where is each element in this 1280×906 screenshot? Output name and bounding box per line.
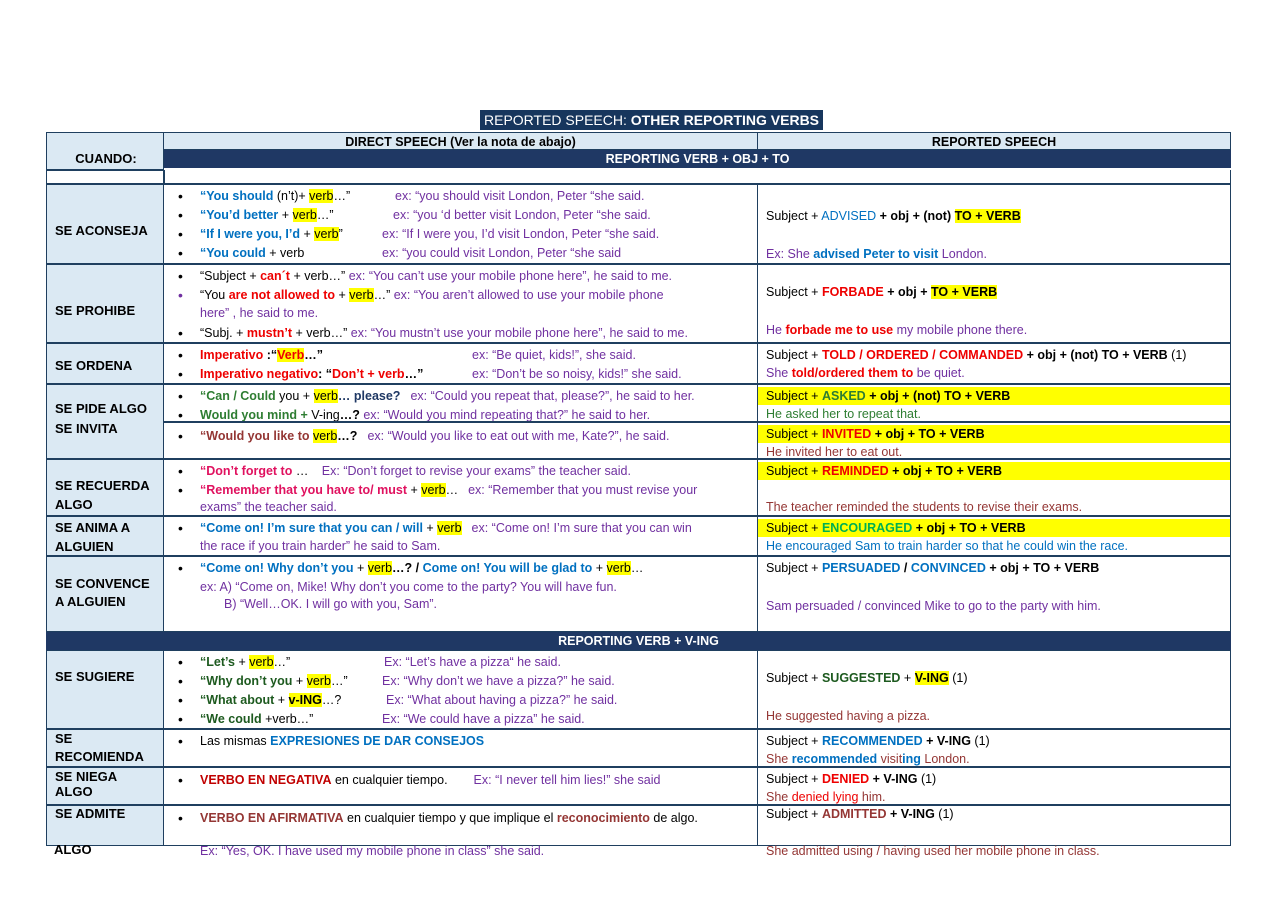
direct-admite — [164, 805, 758, 846]
rule-line: Subject + SUGGESTED + V-ING (1) — [766, 671, 968, 685]
list-item: • Las mismas EXPRESIONES DE DAR CONSEJOS — [172, 732, 751, 751]
direct-ordena — [164, 343, 758, 384]
rule-line: Subject + FORBADE + obj + TO + VERB — [766, 285, 998, 299]
direct-sugiere — [164, 650, 758, 729]
row-label-ordena: SE ORDENA — [46, 343, 164, 384]
list-item: • “Why don’t you + verb…” Ex: “Why don’t we have a pizza?” he said. — [172, 672, 751, 691]
rule-line: Subject + ASKED + obj + (not) TO + VERB — [758, 387, 1230, 405]
direct-prohibe — [164, 264, 758, 343]
rule-line: Subject + ADVISED + obj + (not) TO + VERB — [766, 209, 1021, 223]
row-label-convence: SE CONVENCE A ALGUIEN — [46, 556, 164, 632]
wrapped-line: exams” the teacher said. — [200, 500, 337, 514]
reported-sugiere — [758, 650, 1231, 729]
band-verb-obj-to: REPORTING VERB + OBJ + TO — [164, 150, 1231, 168]
spacer-cell — [46, 170, 164, 184]
row-label-prohibe: SE PROHIBE — [46, 264, 164, 343]
example-line: He forbade me to use my mobile phone there. — [766, 323, 1028, 337]
example-line: He encouraged Sam to train harder so that he could win the race. — [766, 539, 1129, 553]
example-line: She recommended visiting London. — [766, 752, 970, 766]
direct-recuerda — [164, 459, 758, 516]
example-line: B) “Well…OK. I will go with you, Sam”. — [224, 597, 438, 611]
row-label-aconseja: SE ACONSEJA — [46, 184, 164, 264]
example-line: She told/ordered them to be quiet. — [766, 366, 965, 380]
reported-anima — [758, 516, 1231, 556]
admite-example: Ex: “Yes, OK. I have used my mobile phone in class” she said. — [200, 844, 545, 858]
reported-niega — [758, 767, 1231, 805]
list-item: • “Come on! I’m sure that you can / will + verb ex: “Come on! I’m sure that you can win — [172, 519, 751, 538]
list-item: • “Remember that you have to/ must + verb… ex: “Remember that you must revise your — [172, 481, 751, 500]
list-item: • “If I were you, I’d + verb” ex: “If I were you, I’d visit London, Peter “she said. — [172, 225, 751, 244]
page-title: REPORTED SPEECH: OTHER REPORTING VERBS — [480, 110, 823, 130]
reported-convence — [758, 556, 1231, 632]
row-label-admite: SE ADMITE — [46, 805, 164, 846]
list-item: • VERBO EN AFIRMATIVA en cualquier tiempo y que implique el reconocimiento de algo. — [172, 809, 751, 828]
reported-invita — [758, 422, 1231, 459]
list-item: • “Don’t forget to … Ex: “Don’t forget to revise your exams” the teacher said. — [172, 462, 751, 481]
list-item: • Imperativo :“Verb…” ex: “Be quiet, kids!”, she said. — [172, 346, 751, 365]
list-item: • Would you mind + V-ing…? ex: “Would you mind repeating that?” he said to her. — [172, 406, 751, 422]
row-label-pide-invita: SE PIDE ALGO SE INVITA — [46, 384, 164, 459]
example-line: He suggested having a pizza. — [766, 709, 930, 723]
rule-line: Subject + ADMITTED + V-ING (1) — [766, 807, 954, 821]
example-line: The teacher reminded the students to revise their exams. — [766, 500, 1083, 514]
example-line: Sam persuaded / convinced Mike to go to the party with him. — [766, 599, 1101, 613]
reported-speech-header: REPORTED SPEECH — [758, 132, 1231, 150]
rule-line: Subject + DENIED + V-ING (1) — [766, 772, 937, 786]
reported-recomienda — [758, 729, 1231, 767]
list-item: • VERBO EN NEGATIVA en cualquier tiempo. Ex: “I never tell him lies!” she said — [172, 771, 751, 790]
direct-speech-header: DIRECT SPEECH (Ver la nota de abajo) — [164, 132, 758, 150]
reported-recuerda — [758, 459, 1231, 516]
wrapped-line: here” , he said to me. — [200, 306, 319, 320]
rule-line: Subject + PERSUADED / CONVINCED + obj + TO + VERB — [766, 561, 1100, 575]
admite-reported-example: She admitted using / having used her mobile phone in class. — [766, 844, 1100, 858]
example-line: Ex: She advised Peter to visit London. — [766, 247, 987, 261]
row-label-recomienda: SE RECOMIENDA — [46, 729, 164, 767]
direct-convence — [164, 556, 758, 632]
rule-line: Subject + ENCOURAGED + obj + TO + VERB — [758, 519, 1230, 537]
rule-line: Subject + REMINDED + obj + TO + VERB — [758, 462, 1230, 480]
direct-recomienda — [164, 729, 758, 767]
reported-admite — [758, 805, 1231, 846]
list-item: • “Subject + can´t + verb…” ex: “You can’t use your mobile phone here”, he said to me. — [172, 267, 751, 286]
direct-invita — [164, 422, 758, 459]
direct-aconseja — [164, 184, 758, 264]
list-item: • “Let’s + verb…” Ex: “Let’s have a pizza“ he said. — [172, 653, 751, 672]
reported-aconseja — [758, 184, 1231, 264]
direct-pide — [164, 384, 758, 422]
reported-pide — [758, 384, 1231, 422]
wrapped-line: the race if you train harder” he said to Sam. — [200, 539, 441, 553]
reported-ordena — [758, 343, 1231, 384]
list-item: • “Come on! Why don’t you + verb…? / Come on! You will be glad to + verb… — [172, 559, 751, 578]
band-verb-ving: REPORTING VERB + V-ING — [46, 632, 1231, 650]
list-item: • “Would you like to verb…? ex: “Would you like to eat out with me, Kate?”, he said. — [172, 427, 751, 446]
list-item: • “Can / Could you + verb… please? ex: “Could you repeat that, please?”, he said to her. — [172, 387, 751, 406]
list-item: • “You should (n’t)+ verb…” ex: “you should visit London, Peter “she said. — [172, 187, 751, 206]
direct-niega — [164, 767, 758, 805]
list-item: • “We could +verb…” Ex: “We could have a pizza” he said. — [172, 710, 751, 729]
direct-anima — [164, 516, 758, 556]
row-label-recuerda: SE RECUERDA ALGO — [46, 459, 164, 516]
example-line: She denied lying him. — [766, 790, 886, 804]
rule-line: Subject + RECOMMENDED + V-ING (1) — [766, 734, 990, 748]
list-item: • “You could + verb ex: “you could visit London, Peter “she said — [172, 244, 751, 263]
rule-line: Subject + TOLD / ORDERED / COMMANDED + obj + (not) TO + VERB (1) — [766, 348, 1187, 362]
row-label-niega: SE NIEGA ALGO — [46, 767, 164, 805]
list-item: • “Subj. + mustn’t + verb…” ex: “You mustn’t use your mobile phone here”, he said to me. — [172, 324, 751, 343]
example-line: He invited her to eat out. — [766, 445, 903, 459]
example-line: He asked her to repeat that. — [766, 407, 921, 421]
example-line: ex: A) “Come on, Mike! Why don’t you come to the party? You will have fun. — [200, 580, 617, 594]
row-label-anima: SE ANIMA A ALGUIEN — [46, 516, 164, 556]
reported-prohibe — [758, 264, 1231, 343]
rule-line: Subject + INVITED + obj + TO + VERB — [758, 425, 1230, 443]
list-item: • “You are not allowed to + verb…” ex: “You aren’t allowed to use your mobile phone — [172, 286, 751, 305]
spacer-cell — [164, 170, 1231, 184]
row-label-sugiere: SE SUGIERE — [46, 650, 164, 729]
list-item: • “What about + v-ING…? Ex: “What about having a pizza?” he said. — [172, 691, 751, 710]
row-label-admite-overflow: ALGO — [54, 842, 92, 857]
list-item: • Imperativo negativo: “Don’t + verb…” ex: “Don’t be so noisy, kids!” she said. — [172, 365, 751, 384]
cuando-header: CUANDO: — [46, 132, 164, 170]
list-item: • “You’d better + verb…” ex: “you ‘d better visit London, Peter “she said. — [172, 206, 751, 225]
